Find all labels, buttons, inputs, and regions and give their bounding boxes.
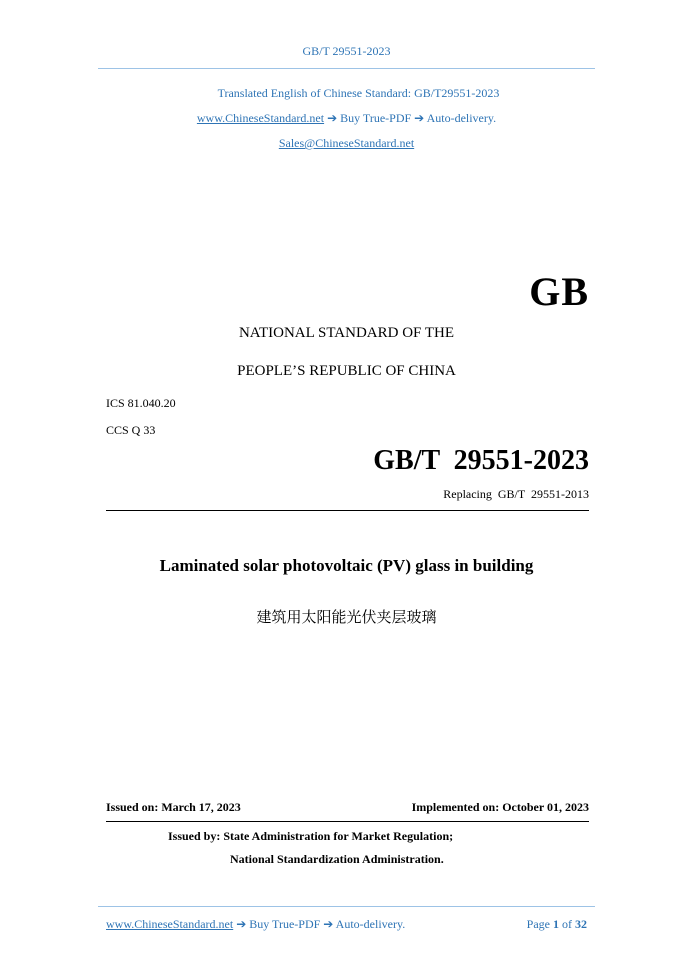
footer-site-link[interactable]: www.ChineseStandard.net — [106, 917, 234, 931]
sales-line — [0, 136, 693, 151]
footer-buy-text: ➔ Buy True-PDF ➔ Auto-delivery. — [233, 917, 406, 931]
translated-notice: Translated English of Chinese Standard: GB/T29551-2023 — [217, 86, 500, 100]
national-standard-line1: NATIONAL STANDARD OF THE — [238, 325, 455, 341]
title-english: Laminated solar photovoltaic (PV) glass in building — [159, 556, 534, 575]
title-chinese: 建筑用太阳能光伏夹层玻璃 — [256, 608, 437, 626]
issued-by-line2: National Standardization Administration. — [230, 852, 444, 866]
page-indicator — [527, 917, 587, 932]
ccs-code: CCS Q 33 — [106, 423, 156, 437]
footer-divider — [98, 906, 595, 907]
title-divider — [106, 510, 589, 511]
page-current: 1 — [553, 917, 559, 931]
footer-buy-line — [106, 917, 405, 932]
implemented-date: Implemented on: October 01, 2023 — [411, 800, 589, 814]
page-of: of — [559, 917, 575, 931]
dates-divider — [106, 821, 589, 822]
gb-mark: GB — [529, 269, 589, 314]
issued-date: Issued on: March 17, 2023 — [106, 800, 241, 814]
header-standard-code: GB/T 29551-2023 — [302, 44, 391, 58]
national-standard-line2: PEOPLE’S REPUBLIC OF CHINA — [237, 363, 456, 379]
buy-line — [0, 111, 693, 126]
standard-number: GB/T 29551-2023 — [373, 445, 589, 476]
buy-text: ➔ Buy True-PDF ➔ Auto-delivery. — [324, 111, 497, 125]
page-label: Page — [526, 917, 553, 931]
header-divider — [98, 68, 595, 69]
issued-by-line1: Issued by: State Administration for Market Regulation; — [168, 829, 454, 843]
ics-code: ICS 81.040.20 — [106, 396, 176, 410]
site-link[interactable]: www.ChineseStandard.net — [196, 111, 325, 125]
sales-email-link[interactable]: Sales@ChineseStandard.net — [278, 136, 415, 150]
replacing-note: Replacing GB/T 29551-2013 — [443, 487, 589, 501]
page-total: 32 — [575, 917, 587, 931]
